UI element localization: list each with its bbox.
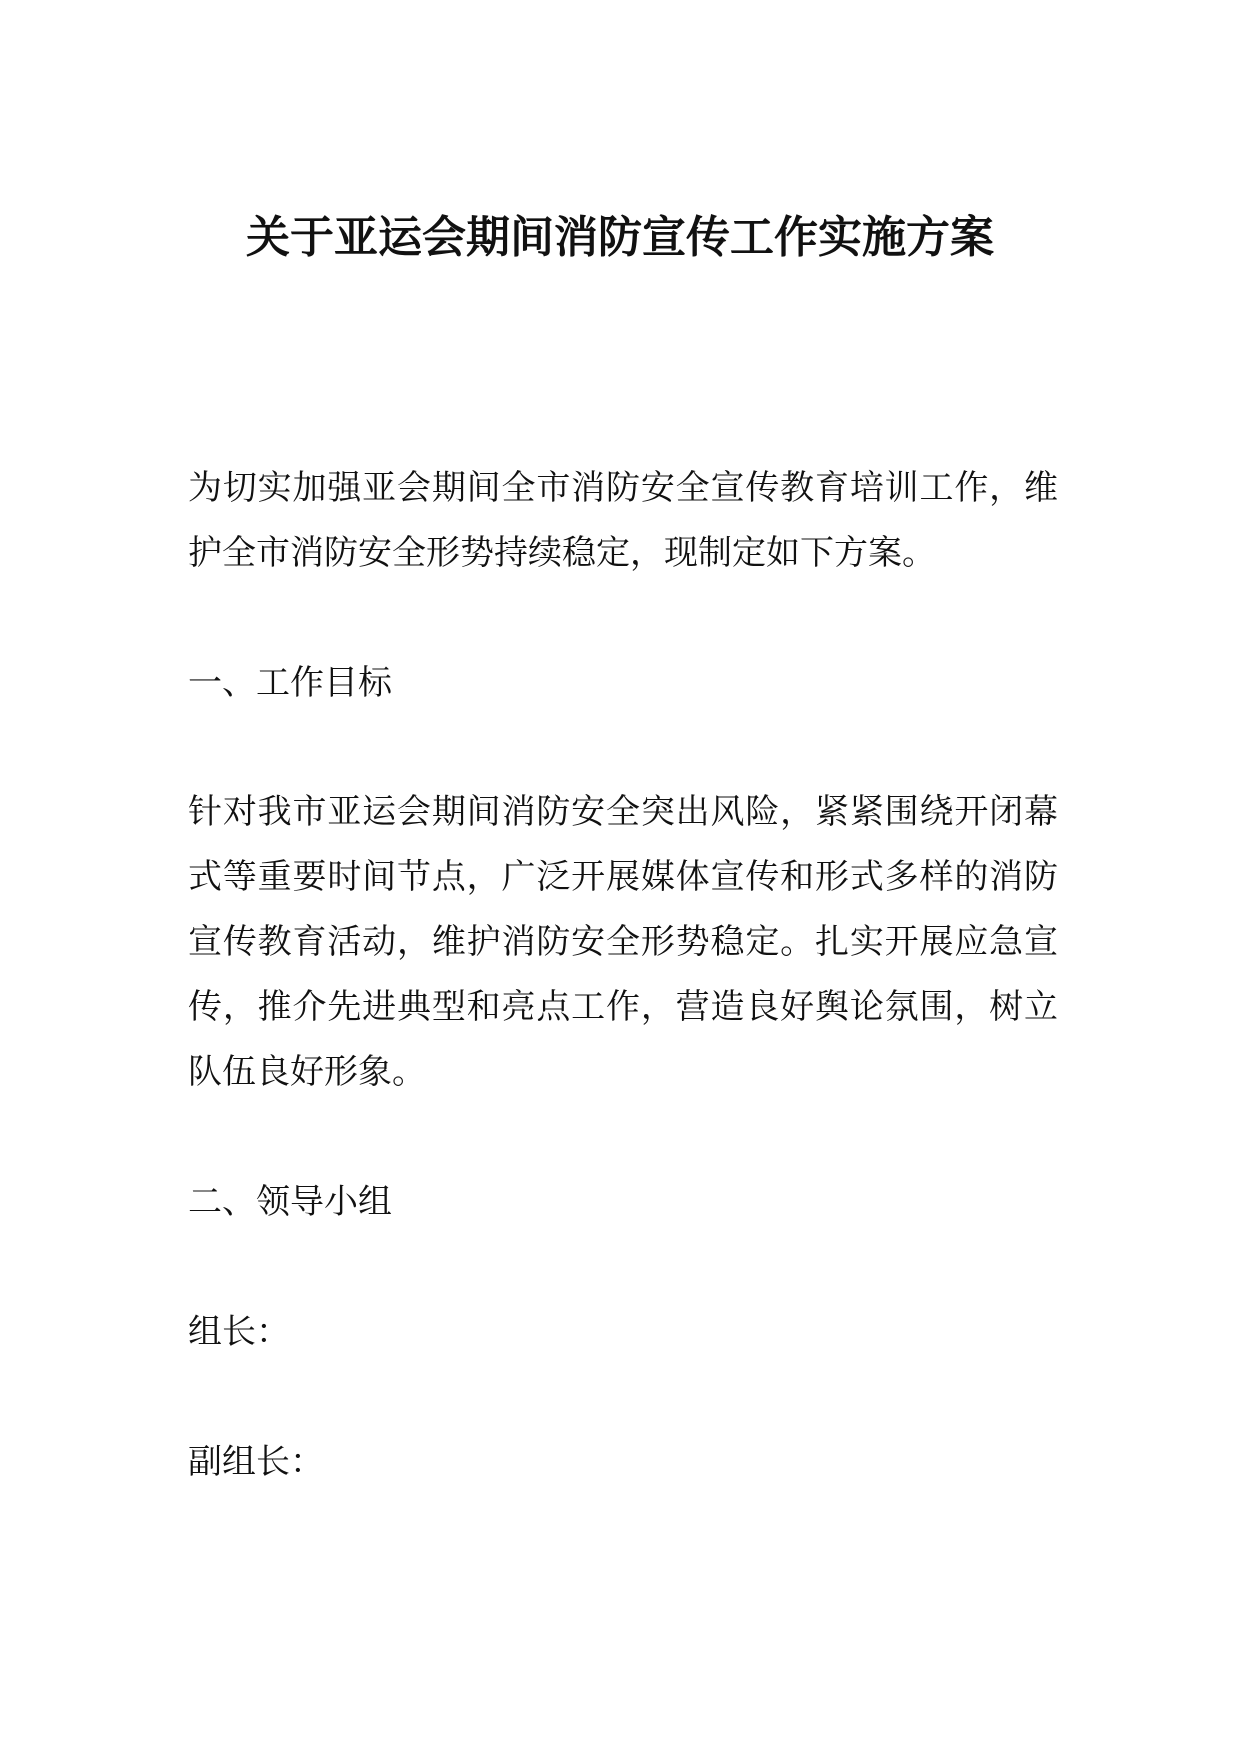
leader-label: 组长： xyxy=(188,1312,290,1352)
intro-paragraph: 为切实加强亚会期间全市消防安全宣传教育培训工作，维护全市消防安全形势持续稳定，现制定如下方案。 xyxy=(188,468,1058,573)
section-heading-leadership-group: 二、领导小组 xyxy=(188,1182,392,1222)
section-heading-work-goals: 一、工作目标 xyxy=(188,663,392,703)
document-title: 关于亚运会期间消防宣传工作实施方案 xyxy=(246,212,994,263)
work-goals-paragraph: 针对我市亚运会期间消防安全突出风险，紧紧围绕开闭幕式等重要时间节点，广泛开展媒体宣传和形式多样的消防宣传教育活动，维护消防安全形势稳定。扎实开展应急宣传，推介先进典型和亮点工作，营造良好舆论氛围，树立队伍良好形象。 xyxy=(188,792,1058,1092)
deputy-leader-label: 副组长： xyxy=(188,1442,324,1482)
